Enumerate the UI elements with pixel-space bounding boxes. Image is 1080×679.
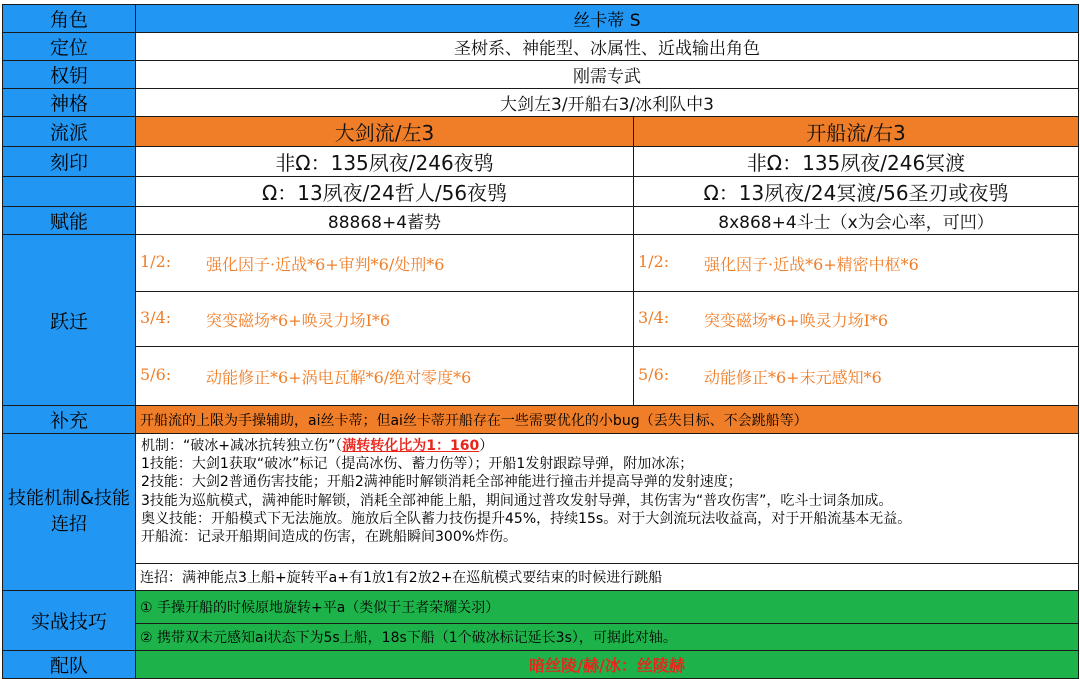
imprint-label-empty[interactable] (3, 177, 136, 207)
leap-right-1-num: 1/2: (638, 251, 670, 271)
mech-line-2: 1技能：大剑1获取“破冰”标记（提高冰伤、蓄力伤等）；开船1发射跟踪导弹，附加冰冻； (141, 456, 694, 473)
leap-right-3[interactable] (634, 347, 1079, 406)
row-position (3, 33, 1079, 61)
school-label[interactable]: 流派 (3, 117, 136, 147)
mech-line-3: 2技能：大剑2普通伤害技能；开船2满神能时解锁消耗全部神能进行撞击并提高导弹的发射速度； (141, 474, 742, 491)
mech-line-5: 奥义技能：开船模式下无法施放。施放后全队蓄力技伤提升45%，持续15s。对于大剑流玩法收益高，对于开船流基本无益。 (141, 510, 912, 527)
leap-left-2-num: 3/4: (140, 307, 172, 327)
leap-left-3-text: 动能修正*6+涡电瓦解*6/绝对零度*6 (206, 367, 472, 387)
school-left[interactable]: 大剑流/左3 (136, 117, 634, 147)
row-imprint-2 (3, 177, 1079, 207)
talent-left[interactable]: 88868+4蓄势 (136, 207, 634, 235)
mech-line-4: 3技能为巡航模式，满神能时解锁，消耗全部神能上船，期间通过普攻发射导弹，其伤害为“普攻伤害”，吃斗士词条加成。 (141, 492, 893, 509)
team-label[interactable]: 配队 (3, 651, 136, 679)
supplement-value[interactable]: 开船流的上限为手操辅助，ai丝卡蒂；但ai丝卡蒂开船存在一些需要优化的小bug（丢失目标、不会跳船等） (136, 406, 1079, 434)
row-tips-2 (3, 624, 1079, 651)
team-value[interactable]: 暗丝陵/赫/冰：丝陵赫 (136, 651, 1079, 679)
row-role (3, 5, 1079, 33)
godform-value[interactable]: 大剑左3/开船右3/冰利队中3 (136, 89, 1079, 117)
imprint-left-2[interactable]: Ω：13夙夜/24哲人/56夜鸮 (136, 177, 634, 207)
position-label[interactable]: 定位 (3, 33, 136, 61)
mech-value[interactable] (136, 434, 1079, 564)
tips-1[interactable]: ① 手操开船的时候原地旋转+平a（类似于王者荣耀关羽） (136, 591, 1079, 624)
row-talent (3, 207, 1079, 235)
row-combo (3, 564, 1079, 591)
character-guide-table (2, 4, 1079, 679)
role-value[interactable]: 丝卡蒂 S (136, 5, 1079, 33)
conversion-ratio: 满转转化比为1：160 (342, 438, 480, 454)
leap-left-1-text: 强化因子·近战*6+审判*6/处刑*6 (206, 254, 445, 274)
row-mechanism (3, 434, 1079, 564)
combo-value[interactable]: 连招：满神能点3上船+旋转平a+有1放1有2放2+在巡航模式要结束的时候进行跳船 (136, 564, 1079, 591)
leap-right-2-text: 突变磁场*6+唤灵力场I*6 (704, 310, 889, 330)
imprint-label[interactable]: 刻印 (3, 147, 136, 177)
role-label[interactable]: 角色 (3, 5, 136, 33)
row-team (3, 651, 1079, 679)
leap-left-3-num: 5/6: (140, 364, 172, 384)
mech-label[interactable]: 技能机制&技能连招 (3, 434, 136, 591)
supplement-label[interactable]: 补充 (3, 406, 136, 434)
tips-2[interactable]: ② 携带双末元感知ai状态下为5s上船，18s下船（1个破冰标记延长3s），可据此对轴。 (136, 624, 1079, 651)
position-value[interactable]: 圣树系、神能型、冰属性、近战输出角色 (136, 33, 1079, 61)
tips-label[interactable]: 实战技巧 (3, 591, 136, 651)
key-value[interactable]: 刚需专武 (136, 61, 1079, 89)
row-tips-1 (3, 591, 1079, 624)
row-godform (3, 89, 1079, 117)
row-school (3, 117, 1079, 147)
key-label[interactable]: 权钥 (3, 61, 136, 89)
leap-left-2-text: 突变磁场*6+唤灵力场I*6 (206, 310, 391, 330)
leap-right-3-num: 5/6: (638, 364, 670, 384)
leap-right-2-num: 3/4: (638, 307, 670, 327)
leap-right-2[interactable] (634, 292, 1079, 347)
imprint-right-1[interactable]: 非Ω：135夙夜/246冥渡 (634, 147, 1079, 177)
leap-label[interactable]: 跃迁 (3, 235, 136, 406)
school-right[interactable]: 开船流/右3 (634, 117, 1079, 147)
row-imprint-1 (3, 147, 1079, 177)
leap-left-3[interactable] (136, 347, 634, 406)
mech-line-1 (141, 437, 1073, 455)
leap-right-1-text: 强化因子·近战*6+精密中枢*6 (704, 254, 919, 274)
row-key (3, 61, 1079, 89)
row-supplement (3, 406, 1079, 434)
talent-label[interactable]: 赋能 (3, 207, 136, 235)
row-leap-2 (3, 292, 1079, 347)
leap-right-3-text: 动能修正*6+末元感知*6 (704, 367, 882, 387)
leap-left-2[interactable] (136, 292, 634, 347)
imprint-left-1[interactable]: 非Ω：135夙夜/246夜鸮 (136, 147, 634, 177)
mech-line1-c: ） (479, 438, 494, 454)
mech-line-6: 开船流：记录开船期间造成的伤害，在跳船瞬间300%炸伤。 (141, 529, 518, 546)
leap-left-1[interactable] (136, 235, 634, 292)
imprint-right-2[interactable]: Ω：13夙夜/24冥渡/56圣刃或夜鸮 (634, 177, 1079, 207)
leap-right-1[interactable] (634, 235, 1079, 292)
leap-left-1-num: 1/2: (140, 251, 172, 271)
mech-line1-a: 机制：“破冰+减冰抗转独立伤”（ (141, 438, 343, 454)
godform-label[interactable]: 神格 (3, 89, 136, 117)
row-leap-3 (3, 347, 1079, 406)
talent-right[interactable]: 8x868+4斗士（x为会心率，可凹） (634, 207, 1079, 235)
row-leap-1 (3, 235, 1079, 292)
